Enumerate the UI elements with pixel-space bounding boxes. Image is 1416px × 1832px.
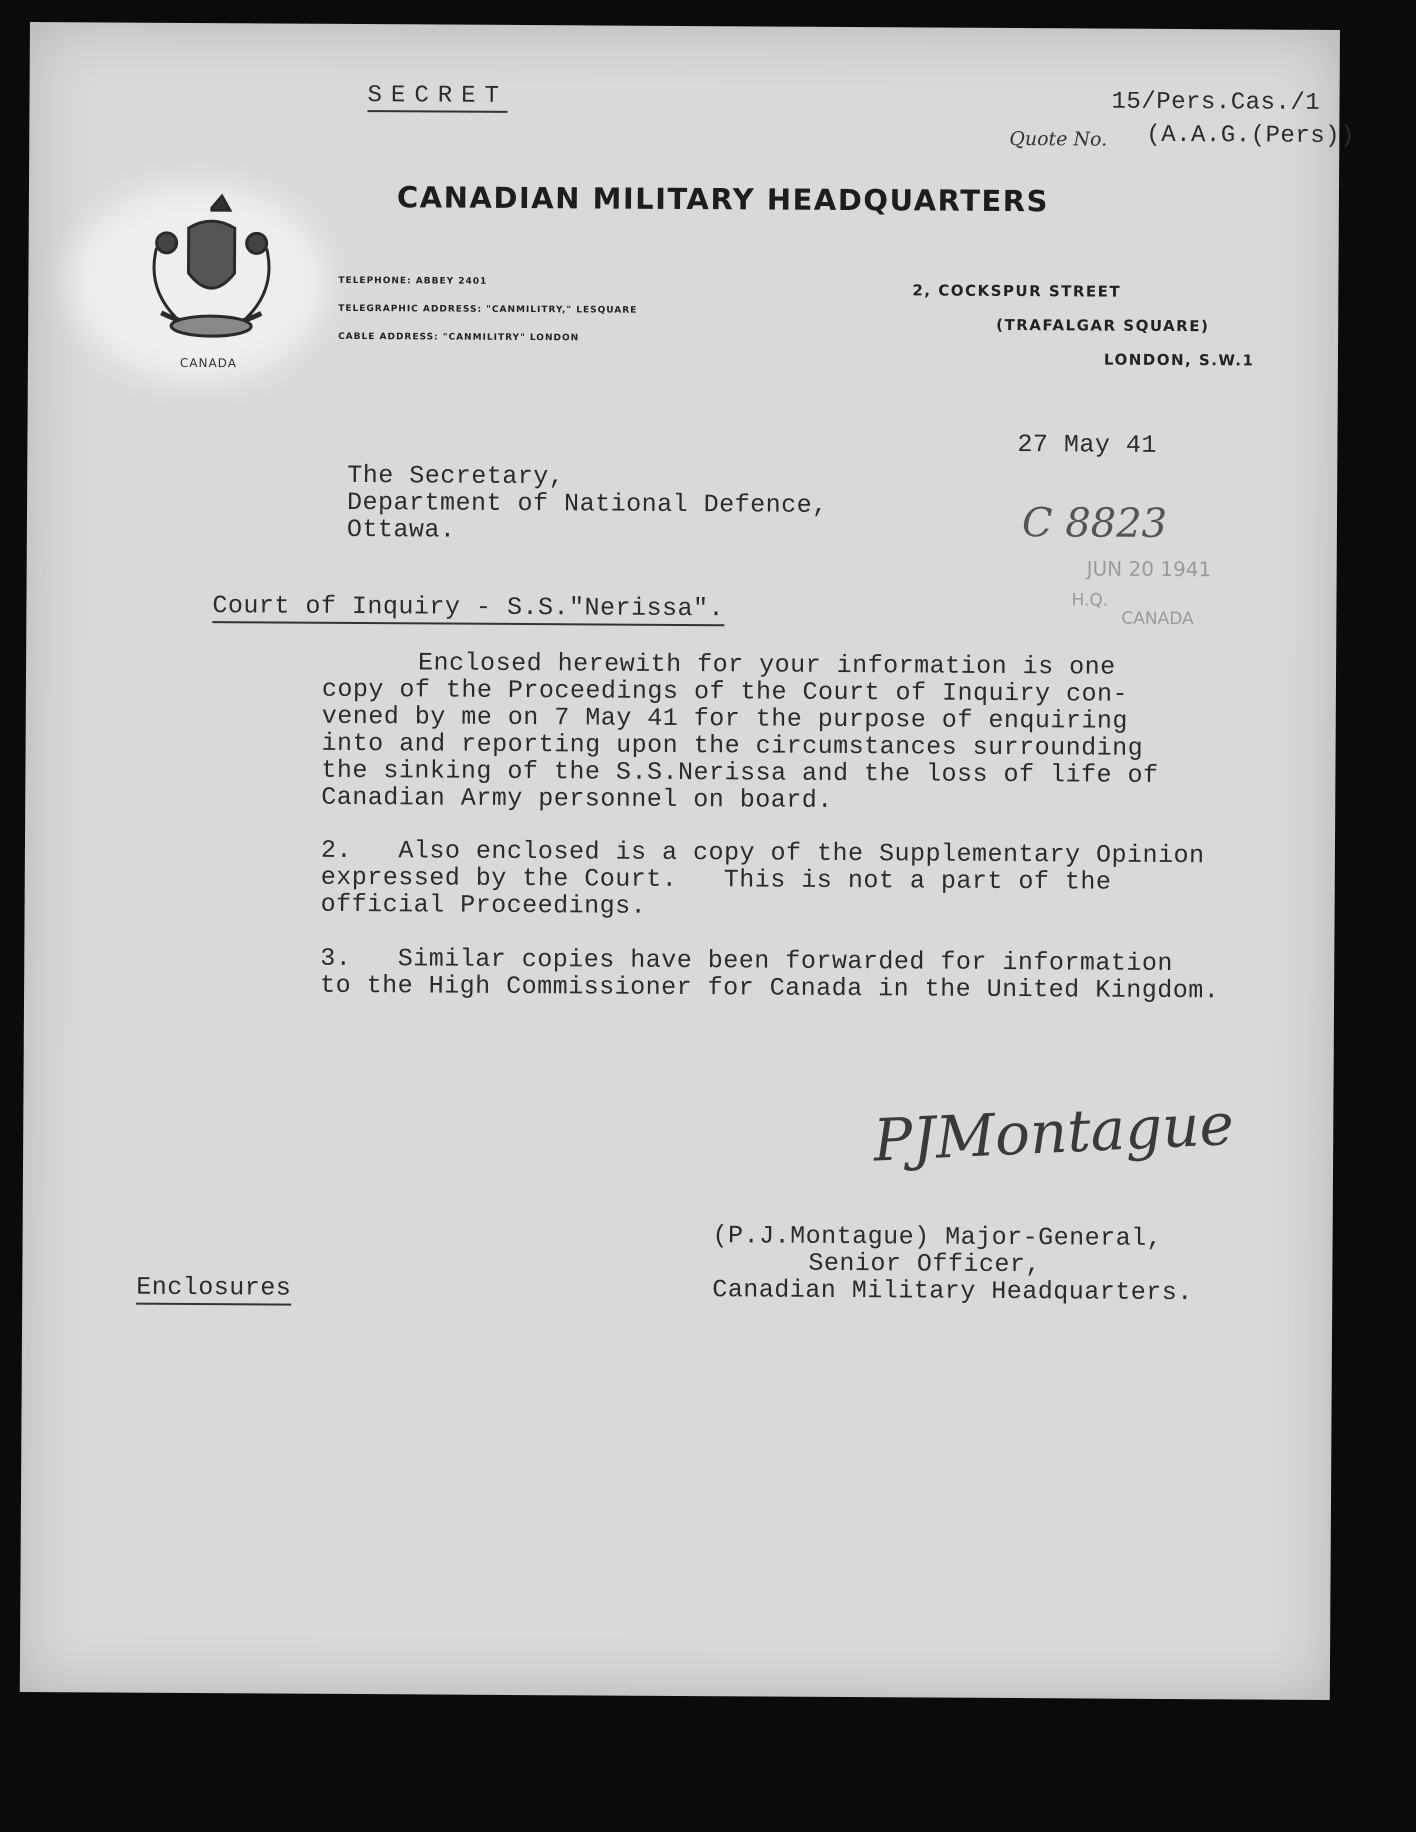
classification-mark: SECRET (367, 82, 508, 113)
stamp-number: C 8823 (1021, 500, 1168, 547)
address-line-3: LONDON, S.W.1 (1103, 350, 1255, 370)
reference-number: 15/Pers.Cas./1 (1111, 88, 1321, 117)
recipient-line-2: Department of National Defence, (346, 487, 828, 520)
enclosures-label: Enclosures (136, 1273, 291, 1306)
subject-line: Court of Inquiry - S.S."Nerissa". (212, 591, 724, 626)
p1-line: the sinking of the S.S.Nerissa and the loss of life of (321, 755, 1159, 790)
p3-line: to the High Commissioner for Canada in the United Kingdom. (320, 970, 1220, 1006)
signatory-title: Senior Officer, (808, 1248, 1042, 1280)
p3-line: 3. Similar copies have been forwarded for information (320, 943, 1173, 978)
quote-value: (A.A.G.(Pers)) (1146, 121, 1356, 151)
letter-date: 27 May 41 (1017, 430, 1158, 460)
quote-label: Quote No. (1009, 127, 1108, 151)
p2-line: 2. Also enclosed is a copy of the Supplementary Opinion (320, 835, 1205, 871)
stamp-line-3: H.Q. (1071, 590, 1109, 611)
p1-line: into and reporting upon the circumstances surrounding (321, 728, 1144, 763)
crest-label: CANADA (179, 355, 237, 371)
handwritten-signature: PJMontague (871, 1089, 1236, 1175)
p1-line: vened by me on 7 May 41 for the purpose of enquiring (321, 701, 1128, 736)
signatory-organization: Canadian Military Headquarters. (712, 1275, 1193, 1308)
cable-address: CABLE ADDRESS: "CANMILITRY" LONDON (338, 331, 580, 344)
telegraphic-address: TELEGRAPHIC ADDRESS: "CANMILITRY," LESQUARE (338, 303, 638, 316)
address-line-2: (TRAFALGAR SQUARE) (996, 315, 1210, 336)
coat-of-arms-emblem (136, 188, 287, 369)
p2-line: expressed by the Court. This is not a part of the (320, 862, 1112, 897)
p1-line: copy of the Proceedings of the Court of Inquiry con- (321, 674, 1129, 709)
telephone-line: TELEPHONE: ABBEY 2401 (338, 275, 488, 287)
address-line-1: 2, COCKSPUR STREET (912, 281, 1122, 301)
stamp-date: JUN 20 1941 (1086, 556, 1212, 582)
p1-line: Enclosed herewith for your information is one (418, 648, 1116, 682)
p1-line: Canadian Army personnel on board. (321, 782, 833, 815)
letterhead-title: CANADIAN MILITARY HEADQUARTERS (396, 180, 1050, 219)
signatory-name: (P.J.Montague) Major-General, (712, 1221, 1163, 1253)
recipient-line-1: The Secretary, (347, 460, 565, 492)
recipient-line-3: Ottawa. (346, 514, 456, 545)
stamp-line-4: CANADA (1121, 608, 1194, 630)
letter-page (20, 22, 1356, 1700)
p2-line: official Proceedings. (320, 889, 647, 921)
